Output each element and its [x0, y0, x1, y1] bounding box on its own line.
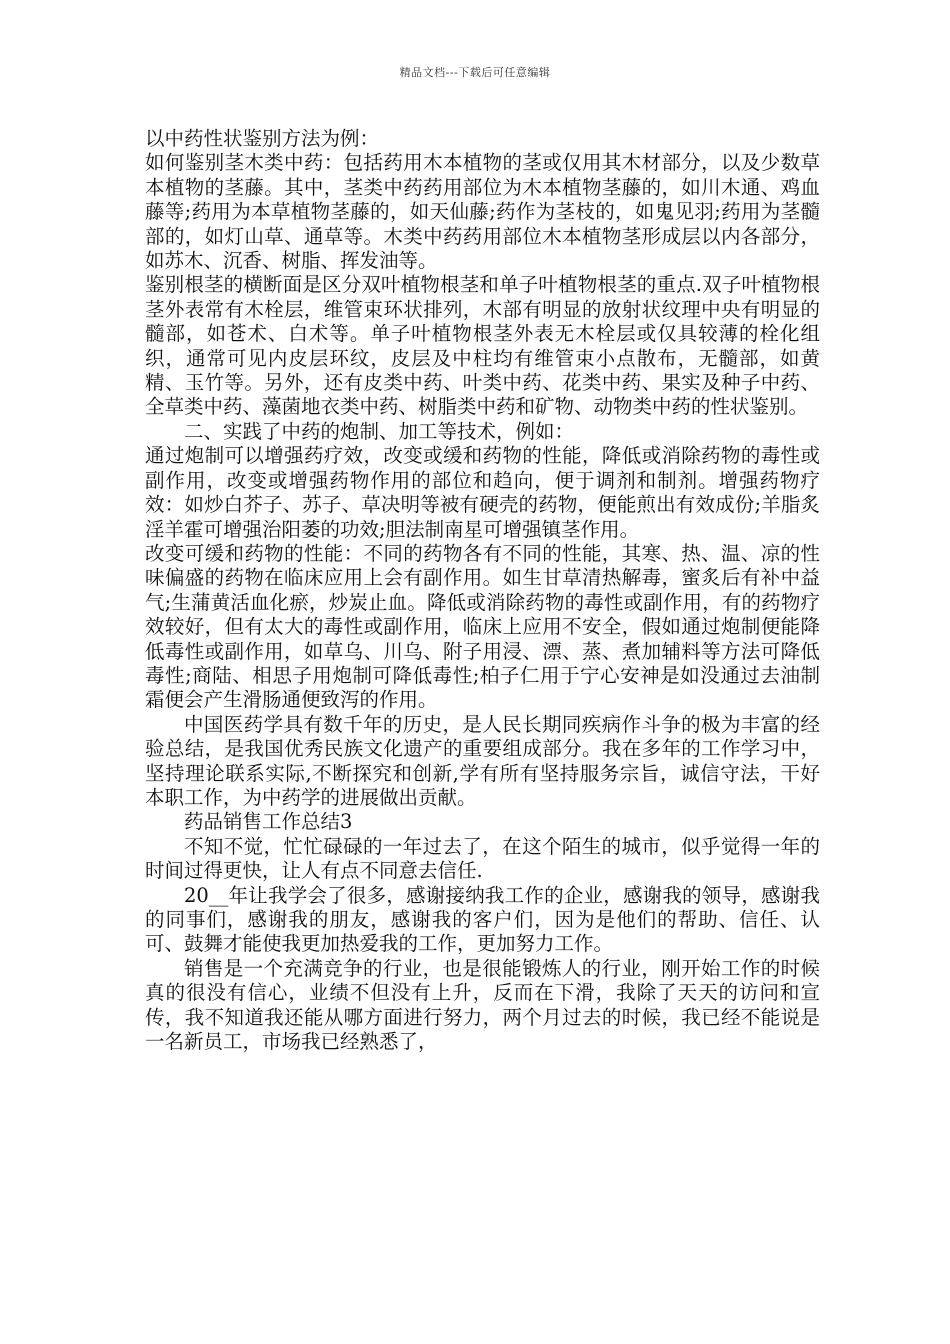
paragraph: 二、实践了中药的炮制、加工等技术，例如：: [184, 419, 575, 443]
paragraph: 中国医药学具有数千年的历史，是人民长期同疾病作斗争的极为丰富的经验总结，是我国优秀民族文化遗产的重要组成部分。我在多年的工作学习中，坚持理论联系实际,不断探究和创新,学有所有坚持服务宗旨，诚信守法，干好本职工作，为中药学的进展做出贡献。: [145, 712, 820, 809]
section-title: 药品销售工作总结3: [184, 810, 353, 834]
paragraph: 销售是一个充满竞争的行业，也是很能锻炼人的行业，刚开始工作的时候真的很没有信心，业绩不但没有上升，反而在下滑，我除了天天的访问和宣传，我不知道我还能从哪方面进行努力，两个月过去的时候，我已经不能说是一名新员工，市场我已经熟悉了，: [145, 956, 820, 1054]
page-header: 精品文档---下载后可任意编辑: [399, 66, 551, 79]
paragraph: 以中药性状鉴别方法为例：: [145, 127, 380, 150]
paragraph: 如何鉴别茎木类中药：包括药用木本植物的茎或仅用其木材部分，以及少数草本植物的茎藤。其中，茎类中药药用部位为木本植物茎藤的，如川木通、鸡血藤等;药用为本草植物茎藤的，如天仙藤;药作为茎枝的，如鬼见羽;药用为茎髓部的，如灯山草、通草等。木类中药药用部位木本植物茎形成层以内各部分，如苏木、沉香、树脂、挥发油等。: [145, 151, 820, 273]
paragraph: 鉴别根茎的横断面是区分双叶植物根茎和单子叶植物根茎的重点.双子叶植物根茎外表常有木栓层，维管束环状排列，木部有明显的放射状纹理中央有明显的髓部，如苍术、白术等。单子叶植物根茎外表无木栓层或仅具较薄的栓化组织，通常可见内皮层环纹，皮层及中柱均有维管束小点散布，无髓部，如黄精、玉竹等。另外，还有皮类中药、叶类中药、花类中药、果实及种子中药、全草类中药、藻菌地衣类中药、树脂类中药和矿物、动物类中药的性状鉴别。: [145, 273, 820, 419]
paragraph: 通过炮制可以增强药疗效，改变或缓和药物的性能，降低或消除药物的毒性或副作用，改变或增强药物作用的部位和趋向，便于调剂和制剂。增强药物疗效：如炒白芥子、苏子、草决明等被有硬壳的药物，便能煎出有效成份;羊脂炙淫羊霍可增强治阳萎的功效;胆法制南星可增强镇茎作用。: [145, 444, 820, 541]
document-body: [145, 127, 820, 1054]
paragraph: 不知不觉，忙忙碌碌的一年过去了，在这个陌生的城市，似乎觉得一年的时间过得更快，让人有点不同意去信任.: [145, 834, 820, 883]
paragraph: 20__年让我学会了很多，感谢接纳我工作的企业，感谢我的领导，感谢我的同事们，感谢我的朋友，感谢我的客户们，因为是他们的帮助、信任、认可、鼓舞才能使我更加热爱我的工作，更加努力工作。: [145, 883, 820, 956]
paragraph: 改变可缓和药物的性能：不同的药物各有不同的性能，其寒、热、温、凉的性味偏盛的药物在临床应用上会有副作用。如生甘草清热解毒，蜜炙后有补中益气;生蒲黄活血化瘀，炒炭止血。降低或消除药物的毒性或副作用，有的药物疗效较好，但有太大的毒性或副作用，临床上应用不安全，假如通过炮制便能降低毒性或副作用，如草乌、川乌、附子用浸、漂、蒸、煮加辅料等方法可降低毒性;商陆、相思子用炮制可降低毒性;柏子仁用于宁心安神是如没通过去油制霜便会产生滑肠通便致泻的作用。: [145, 541, 820, 712]
